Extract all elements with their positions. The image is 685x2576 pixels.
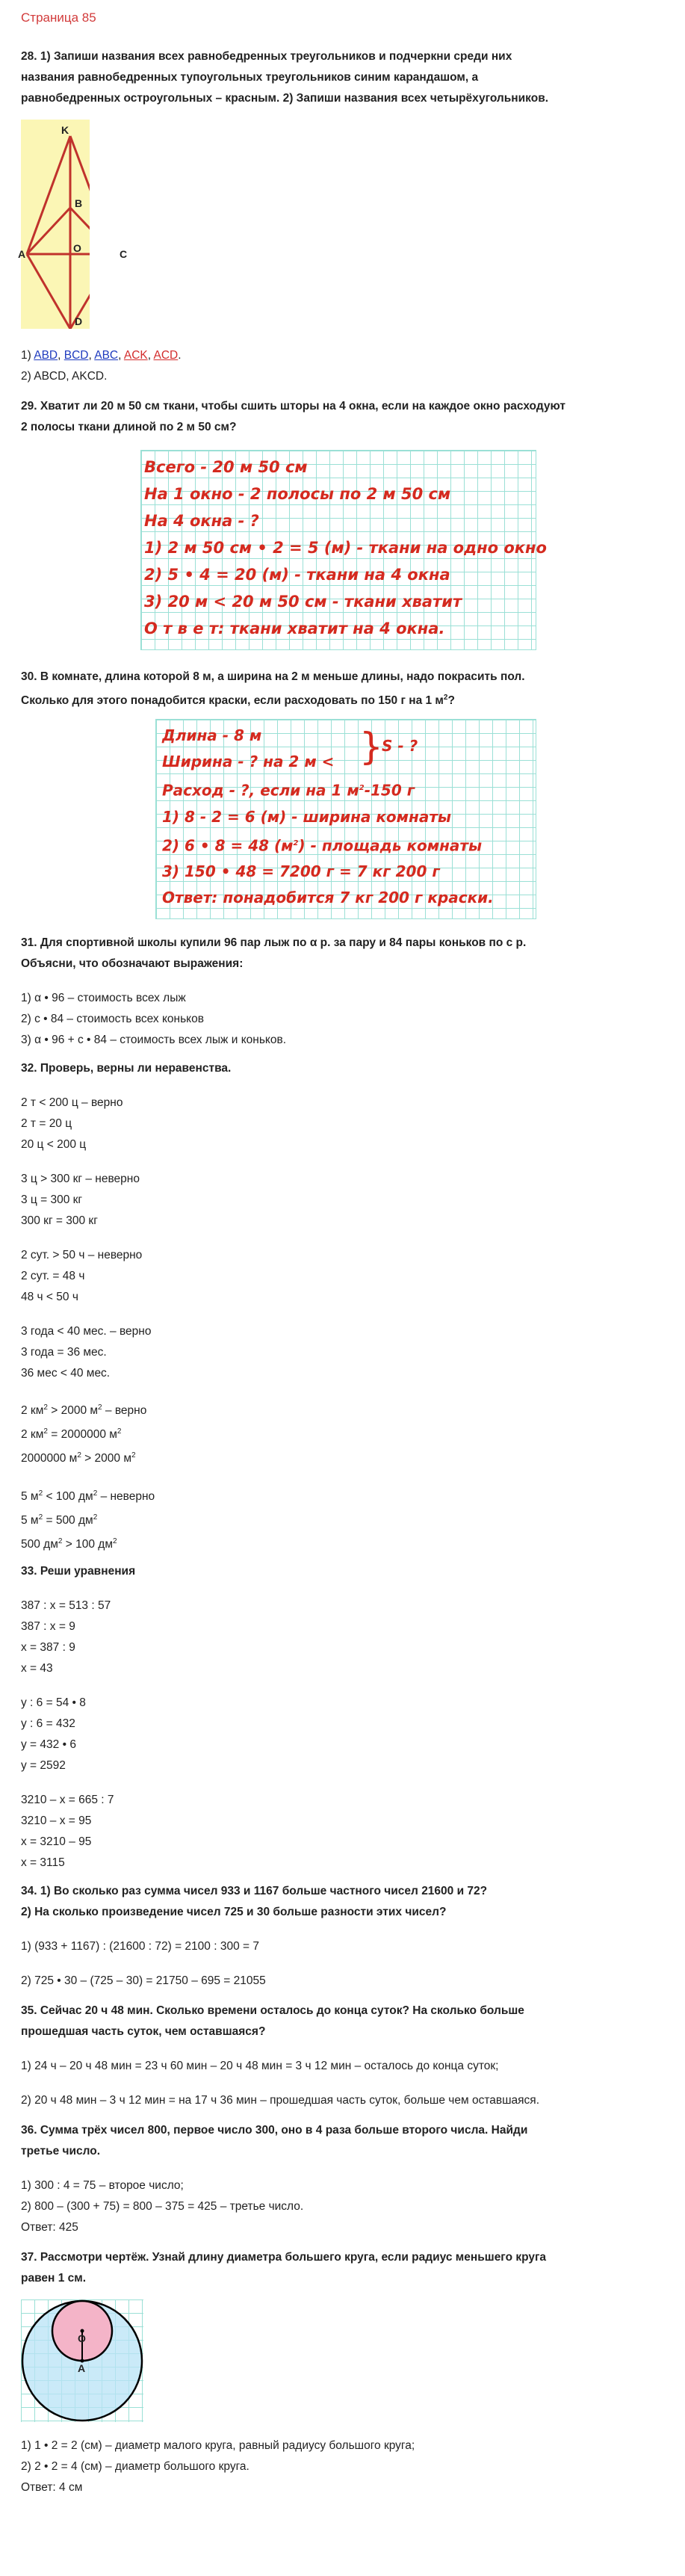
eq-1-line-3: х = 387 : 9 [21, 1641, 75, 1655]
eq-1-line-1: 387 : х = 513 : 57 [21, 1599, 111, 1613]
task-33 [21, 1561, 671, 1874]
task-29-question-line-1: 29. Хватит ли 20 м 50 см ткани, чтобы сшить шторы на 4 окна, если на каждое окно расходуют [21, 400, 565, 413]
hw-step-3: 3) 150 • 48 = 7200 г = 7 кг 200 г [162, 862, 440, 881]
eq-1-line-4: х = 43 [21, 1662, 53, 1675]
ineq-3-line-3: 48 ч < 50 ч [21, 1291, 78, 1304]
hw-line-2: На 1 окно - 2 полосы по 2 м 50 см [144, 485, 451, 503]
task-32 [21, 1058, 671, 1555]
separator: , [118, 349, 124, 362]
t: > 100 дм [62, 1538, 113, 1551]
task-31-answer-2: 2) с • 84 – стоимость всех коньков [21, 1013, 204, 1026]
task-28 [18, 46, 671, 387]
task-36-answer-1: 1) 300 : 4 = 75 – второе число; [21, 2179, 184, 2193]
hw-area-note: S - ? [382, 737, 418, 756]
sup: 2 [117, 1427, 122, 1436]
separator: , [88, 349, 95, 362]
task-30-question-line-2 [21, 688, 671, 711]
circles-figure [21, 2299, 143, 2422]
task-36-answer-2: 2) 800 – (300 + 75) = 800 – 375 = 425 – третье число. [21, 2200, 304, 2214]
task-37-answer-1: 1) 1 • 2 = 2 (см) – диаметр малого круга, равный радиусу большого круга; [21, 2439, 415, 2453]
task-35-question-line-2: прошедшая часть суток, чем оставшаяся? [21, 2025, 266, 2039]
sup: 2 [58, 1536, 63, 1545]
task-36-answer-3: Ответ: 425 [21, 2221, 78, 2234]
task-34-answer-1: 1) (933 + 1167) : (21600 : 72) = 2100 : 300 = 7 [21, 1940, 259, 1953]
t: = 2000000 м [47, 1428, 117, 1442]
t: > 2000 м [81, 1452, 131, 1465]
hw-consumption [162, 775, 536, 804]
task-31-question-line-1: 31. Для спортивной школы купили 96 пар лыж по α р. за пару и 84 пары коньков по с р. [21, 936, 527, 950]
task-31-question-line-2: Объясни, что обозначают выражения: [21, 957, 244, 971]
eq-2-line-3: у = 432 • 6 [21, 1738, 76, 1752]
task-36-question-line-1: 36. Сумма трёх чисел 800, первое число 300, оно в 4 раза больше второго числа. Найди [21, 2124, 528, 2137]
sup: 2 [43, 1403, 48, 1412]
sup: 2 [112, 1536, 117, 1545]
eq-1-line-2: 387 : х = 9 [21, 1620, 75, 1634]
ineq-4-line-3: 36 мес < 40 мес. [21, 1367, 111, 1380]
task-30-question-line-1: 30. В комнате, длина которой 8 м, а ширина на 2 м меньше длины, надо покрасить пол. [21, 670, 525, 683]
task-37 [21, 2247, 671, 2498]
triangle-ack: ACK [123, 349, 148, 362]
t: 500 дм [21, 1538, 58, 1551]
hw-line-4: 1) 2 м 50 см • 2 = 5 (м) - ткани на одно окно [144, 539, 547, 557]
eq-3-line-3: х = 3210 – 95 [21, 1835, 92, 1849]
eq-2-line-1: у : 6 = 54 • 8 [21, 1696, 86, 1710]
task-36-question-line-2: третье число. [21, 2145, 101, 2158]
task-35-question-line-1: 35. Сейчас 20 ч 48 мин. Сколько времени осталось до конца суток? На сколько больше [21, 2004, 524, 2018]
ineq-5-line-3 [21, 1445, 671, 1469]
t: – неверно [97, 1489, 155, 1503]
task-34-question-line-1: 34. 1) Во сколько раз сумма чисел 933 и 1167 больше частного чисел 21600 и 72? [21, 1885, 488, 1898]
brace-icon: } [359, 725, 383, 769]
rhombus-drawing [21, 120, 90, 329]
t: 5 м [21, 1489, 39, 1503]
ineq-1-line-3: 20 ц < 200 ц [21, 1138, 87, 1152]
sup: 2 [77, 1451, 81, 1460]
ineq-4-line-1: 3 года < 40 мес. – верно [21, 1325, 152, 1338]
t: > 2000 м [47, 1404, 99, 1418]
center-label-o: O [78, 2332, 86, 2345]
ineq-1-line-1: 2 т < 200 ц – верно [21, 1096, 123, 1110]
task-34 [21, 1881, 671, 1992]
q-text: Сколько для этого понадобится краски, если расходовать по 150 г на 1 м [21, 694, 444, 708]
hw-step-1: 1) 8 - 2 = 6 (м) - ширина комнаты [162, 807, 452, 826]
triangle-abd: ABD [34, 349, 58, 362]
task-30 [21, 667, 671, 919]
task-31-answer-1: 1) α • 96 – стоимость всех лыж [21, 992, 186, 1005]
vertex-label-o: O [73, 242, 81, 254]
task-29-question-line-2: 2 полосы ткани длиной по 2 м 50 см? [21, 421, 237, 433]
ineq-6-line-2 [21, 1507, 671, 1531]
hw-consumption-text: Расход - ?, если на 1 м [162, 781, 359, 800]
t: 2000000 м [21, 1452, 78, 1465]
hw-answer: Ответ: понадобится 7 кг 200 г краски. [162, 889, 494, 907]
hw-line-6: 3) 20 м < 20 м 50 см - ткани хватит [144, 593, 462, 611]
triangle-acd: ACD [153, 349, 179, 362]
t: 5 м [21, 1513, 39, 1527]
sup: 2 [93, 1489, 98, 1498]
hw-step-2-a: 2) 6 • 8 = 48 (м [162, 836, 294, 855]
t: = 500 дм [43, 1513, 93, 1527]
task-31-answer-3: 3) α • 96 + с • 84 – стоимость всех лыж и коньков. [21, 1034, 287, 1047]
task-37-question-line-2: равен 1 см. [21, 2272, 87, 2285]
task-35-answer-1: 1) 24 ч – 20 ч 48 мин = 23 ч 60 мин – 20 ч 48 мин = 3 ч 12 мин – осталось до конца суток; [21, 2060, 499, 2073]
hw-sup: 2 [359, 784, 365, 793]
ineq-5-line-1 [21, 1397, 671, 1421]
separator: , [58, 349, 64, 362]
task-29-notebook [140, 450, 547, 650]
sup: 2 [98, 1403, 102, 1412]
eq-2-line-4: у = 2592 [21, 1759, 66, 1773]
answer-prefix: 1) [21, 349, 34, 362]
ineq-6-line-3 [21, 1531, 671, 1555]
triangle-abc: ABC [94, 349, 119, 362]
hw-width: Ширина - ? на 2 м < [162, 753, 335, 771]
task-28-question-line-3: равнобедренных остроугольных – красным. 2) Запиши названия всех четырёхугольников. [21, 92, 549, 105]
task-35 [21, 2001, 671, 2111]
page-title: Страница 85 [21, 10, 96, 25]
ineq-1-line-2: 2 т = 20 ц [21, 1117, 72, 1131]
hw-step-2-b: ) - площадь комнаты [298, 836, 483, 855]
eq-3-line-1: 3210 – х = 665 : 7 [21, 1794, 114, 1807]
task-29 [21, 396, 671, 650]
task-30-notebook [155, 719, 536, 919]
t: 2 км [21, 1428, 44, 1442]
q-end: ? [447, 694, 455, 708]
task-37-question-line-1: 37. Рассмотри чертёж. Узнай длину диаметра большего круга, если радиус меньшего круга [21, 2251, 547, 2264]
task-36 [21, 2120, 671, 2238]
ineq-4-line-2: 3 года = 36 мес. [21, 1346, 107, 1359]
ineq-3-line-2: 2 сут. = 48 ч [21, 1270, 85, 1283]
hw-sup: 2 [293, 838, 299, 847]
vertex-label-d: D [75, 315, 83, 327]
ineq-2-line-1: 3 ц > 300 кг – неверно [21, 1173, 140, 1186]
ineq-2-line-3: 300 кг = 300 кг [21, 1214, 98, 1228]
task-37-answer-2: 2) 2 • 2 = 4 (см) – диаметр большого круга. [21, 2460, 249, 2474]
sup: 2 [131, 1451, 136, 1460]
task-35-answer-2: 2) 20 ч 48 мин – 3 ч 12 мин = на 17 ч 36 мин – прошедшая часть суток, больше чем оставшаяся. [21, 2094, 539, 2107]
task-33-question: 33. Реши уравнения [21, 1565, 136, 1578]
hw-line-5: 2) 5 • 4 = 20 (м) - ткани на 4 окна [144, 566, 450, 584]
hw-line-7: О т в е т: ткани хватит на 4 окна. [144, 620, 445, 637]
eq-2-line-2: у : 6 = 432 [21, 1717, 75, 1731]
sup: 2 [43, 1427, 48, 1436]
sup: 2 [93, 1513, 98, 1522]
ineq-5-line-2 [21, 1421, 671, 1445]
ineq-6-line-1 [21, 1483, 671, 1507]
sup: 2 [38, 1489, 43, 1498]
task-31 [21, 933, 671, 1051]
task-28-answer-2: 2) ABCD, AKCD. [21, 370, 108, 383]
circles-drawing [21, 2299, 143, 2422]
answer-end: . [178, 349, 182, 362]
task-34-answer-2: 2) 725 • 30 – (725 – 30) = 21750 – 695 = 21055 [21, 1974, 266, 1988]
task-28-question-line-2: названия равнобедренных тупоугольных треугольников синим карандашом, а [21, 71, 479, 84]
t: – верно [102, 1404, 147, 1418]
eq-3-line-2: 3210 – х = 95 [21, 1814, 92, 1828]
separator: , [147, 349, 154, 362]
task-32-question: 32. Проверь, верны ли неравенства. [21, 1062, 232, 1075]
hw-step-2 [162, 830, 536, 859]
ineq-2-line-2: 3 ц = 300 кг [21, 1193, 83, 1207]
task-28-answer-1 [21, 345, 671, 366]
triangle-bcd: BCD [63, 349, 89, 362]
task-34-question-line-2: 2) На сколько произведение чисел 725 и 30 больше разности этих чисел? [21, 1906, 447, 1919]
hw-consumption-rate: -150 г [364, 781, 415, 800]
t: < 100 дм [43, 1489, 93, 1503]
t: 2 км [21, 1404, 44, 1418]
page [18, 10, 671, 2498]
rhombus-figure [18, 120, 128, 329]
sup: 2 [38, 1513, 43, 1522]
eq-3-line-4: х = 3115 [21, 1856, 65, 1870]
vertex-label-c: C [120, 248, 128, 260]
vertex-label-a: A [18, 248, 26, 260]
ineq-3-line-1: 2 сут. > 50 ч – неверно [21, 1249, 143, 1262]
point-label-a: A [78, 2362, 86, 2375]
q-sup: 2 [443, 694, 448, 702]
hw-line-1: Всего - 20 м 50 см [144, 458, 308, 476]
task-37-answer-3: Ответ: 4 см [21, 2481, 83, 2495]
vertex-label-k: K [61, 124, 69, 136]
task-28-question-line-1: 28. 1) Запиши названия всех равнобедренных треугольников и подчеркни среди них [21, 50, 512, 63]
vertex-label-b: B [75, 197, 83, 209]
hw-line-3: На 4 окна - ? [144, 512, 259, 530]
hw-length: Длина - 8 м [162, 726, 262, 745]
